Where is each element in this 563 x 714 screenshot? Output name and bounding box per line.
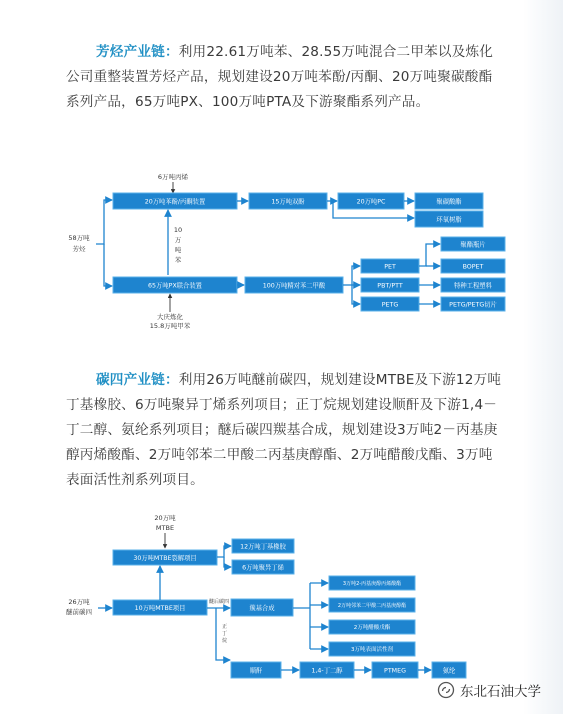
d1-arrow-to-px xyxy=(104,244,112,286)
d1-benzene-2: 万 xyxy=(174,236,182,244)
d2-phthalate-text: 2万吨邻苯二甲酸二丙基庚醇酯 xyxy=(337,603,407,609)
d1-pta-text: 100万吨精对苯二甲酸 xyxy=(262,282,326,290)
c4-diagram xyxy=(66,513,466,678)
d2-maleic-text: 顺酐 xyxy=(249,667,263,675)
d2-source-label-1: 26万吨 xyxy=(68,598,90,606)
d2-butane-2: 丁 xyxy=(222,631,228,637)
d2-oxo-text: 羰基合成 xyxy=(249,605,275,612)
d1-pc-product-text: 聚碳酸酯 xyxy=(436,198,462,206)
d2-spandex-text: 氨纶 xyxy=(442,667,456,675)
d1-eng-plastic-text: 特种工程塑料 xyxy=(454,282,492,290)
d1-arrow-chip xyxy=(419,244,440,266)
aromatics-heading: 芳烃产业链： xyxy=(96,44,179,60)
d1-pbt-text: PBT/PTT xyxy=(377,282,403,290)
d1-benzene-3: 吨 xyxy=(174,246,182,254)
d2-butyl-text: 12万吨丁基橡胶 xyxy=(240,543,286,551)
d2-mtbe-label-1: 20万吨 xyxy=(154,514,176,522)
d1-bisphenol-text: 15万吨双酚 xyxy=(271,198,305,206)
d2-bdo-text: 1,4-丁二醇 xyxy=(311,667,343,675)
d2-butane-3: 烷 xyxy=(222,638,228,644)
d1-phenol-acetone-text: 20万吨苯酚/丙酮装置 xyxy=(144,198,206,206)
d2-arrow-pib xyxy=(224,557,231,567)
d1-source-label-1: 58万吨 xyxy=(68,234,90,242)
d1-arrow-petg xyxy=(352,285,360,304)
d2-arrow-butyl xyxy=(217,546,231,557)
d1-source-label-2: 芳烃 xyxy=(72,245,86,253)
d2-mtbe-label-2: MTBE xyxy=(155,524,175,532)
d1-bopet-text: BOPET xyxy=(462,263,484,271)
d1-propylene-label: 6万吨丙烯 xyxy=(157,173,189,181)
d1-polyester-chip-text: 聚酯瓶片 xyxy=(460,241,486,249)
watermark xyxy=(437,679,541,701)
d2-ptmeg-text: PTMEG xyxy=(384,667,406,675)
d2-amyl-acetate-text: 2万吨醋酸戊酯 xyxy=(353,625,391,631)
d1-px-unit-text: 65万吨PX联合装置 xyxy=(148,282,202,290)
aromatics-body: 利用22.61万吨苯、28.55万吨混合二甲苯以及炼化公司重整装置芳烃产品，规划建设20万吨苯酚/丙酮、20万吨聚碳酸酯系列产品，65万吨PX、100万吨PTA及下游聚酯系列产品。 xyxy=(66,44,494,110)
d1-pet-text: PET xyxy=(384,263,396,271)
d2-acrylate-text: 3万吨2-丙基庚醇丙烯酸酯 xyxy=(342,581,402,587)
d2-source-label-2: 醚前碳四 xyxy=(66,608,92,616)
d1-benzene-1: 10 xyxy=(173,226,183,234)
d1-bottom-label-1: 大庆炼化 xyxy=(157,313,183,321)
d1-epoxy-text: 环氧树脂 xyxy=(436,216,462,224)
d2-surfactant-text: 3万吨表面活性剂 xyxy=(351,647,393,653)
wechat-official-account-icon xyxy=(437,681,455,699)
c4-paragraph xyxy=(66,368,506,493)
d2-ether-c4-label: 醚后碳四 xyxy=(209,599,230,605)
aromatics-diagram xyxy=(68,172,505,330)
d2-butane-1: 正 xyxy=(222,624,228,630)
d1-benzene-4: 苯 xyxy=(174,256,182,264)
d1-arrow-to-phenol xyxy=(96,200,112,244)
d1-bottom-label-2: 15.8万吨甲苯 xyxy=(149,322,191,330)
c4-body: 利用26万吨醚前碳四，规划建设MTBE及下游12万吨丁基橡胶、6万吨聚异丁烯系列项目；正丁烷规划建设顺酐及下游1,4－丁二醇、氨纶系列项目；醚后碳四羰基合成，规划建设3万吨2－丙基庚醇丙烯酸酯、2万吨邻苯二甲酸二丙基庚醇酯、2万吨醋酸戊酯、3万吨表面活性剂系列项目。 xyxy=(66,372,502,488)
d2-pib-text: 6万吨聚异丁烯 xyxy=(242,564,284,572)
d2-mtbe-project-text: 10万吨MTBE项目 xyxy=(134,605,186,612)
d1-petg-chip-text: PETG/PETG切片 xyxy=(449,301,497,309)
d1-petg-text: PETG xyxy=(381,301,399,309)
d2-mtbe-crack-text: 30万吨MTBE裂解项目 xyxy=(133,555,197,562)
d1-arrow-pet xyxy=(352,266,360,285)
d1-pc-text: 20万吨PC xyxy=(356,198,386,206)
watermark-text: 东北石油大学 xyxy=(460,684,541,700)
c4-heading: 碳四产业链： xyxy=(96,372,179,388)
